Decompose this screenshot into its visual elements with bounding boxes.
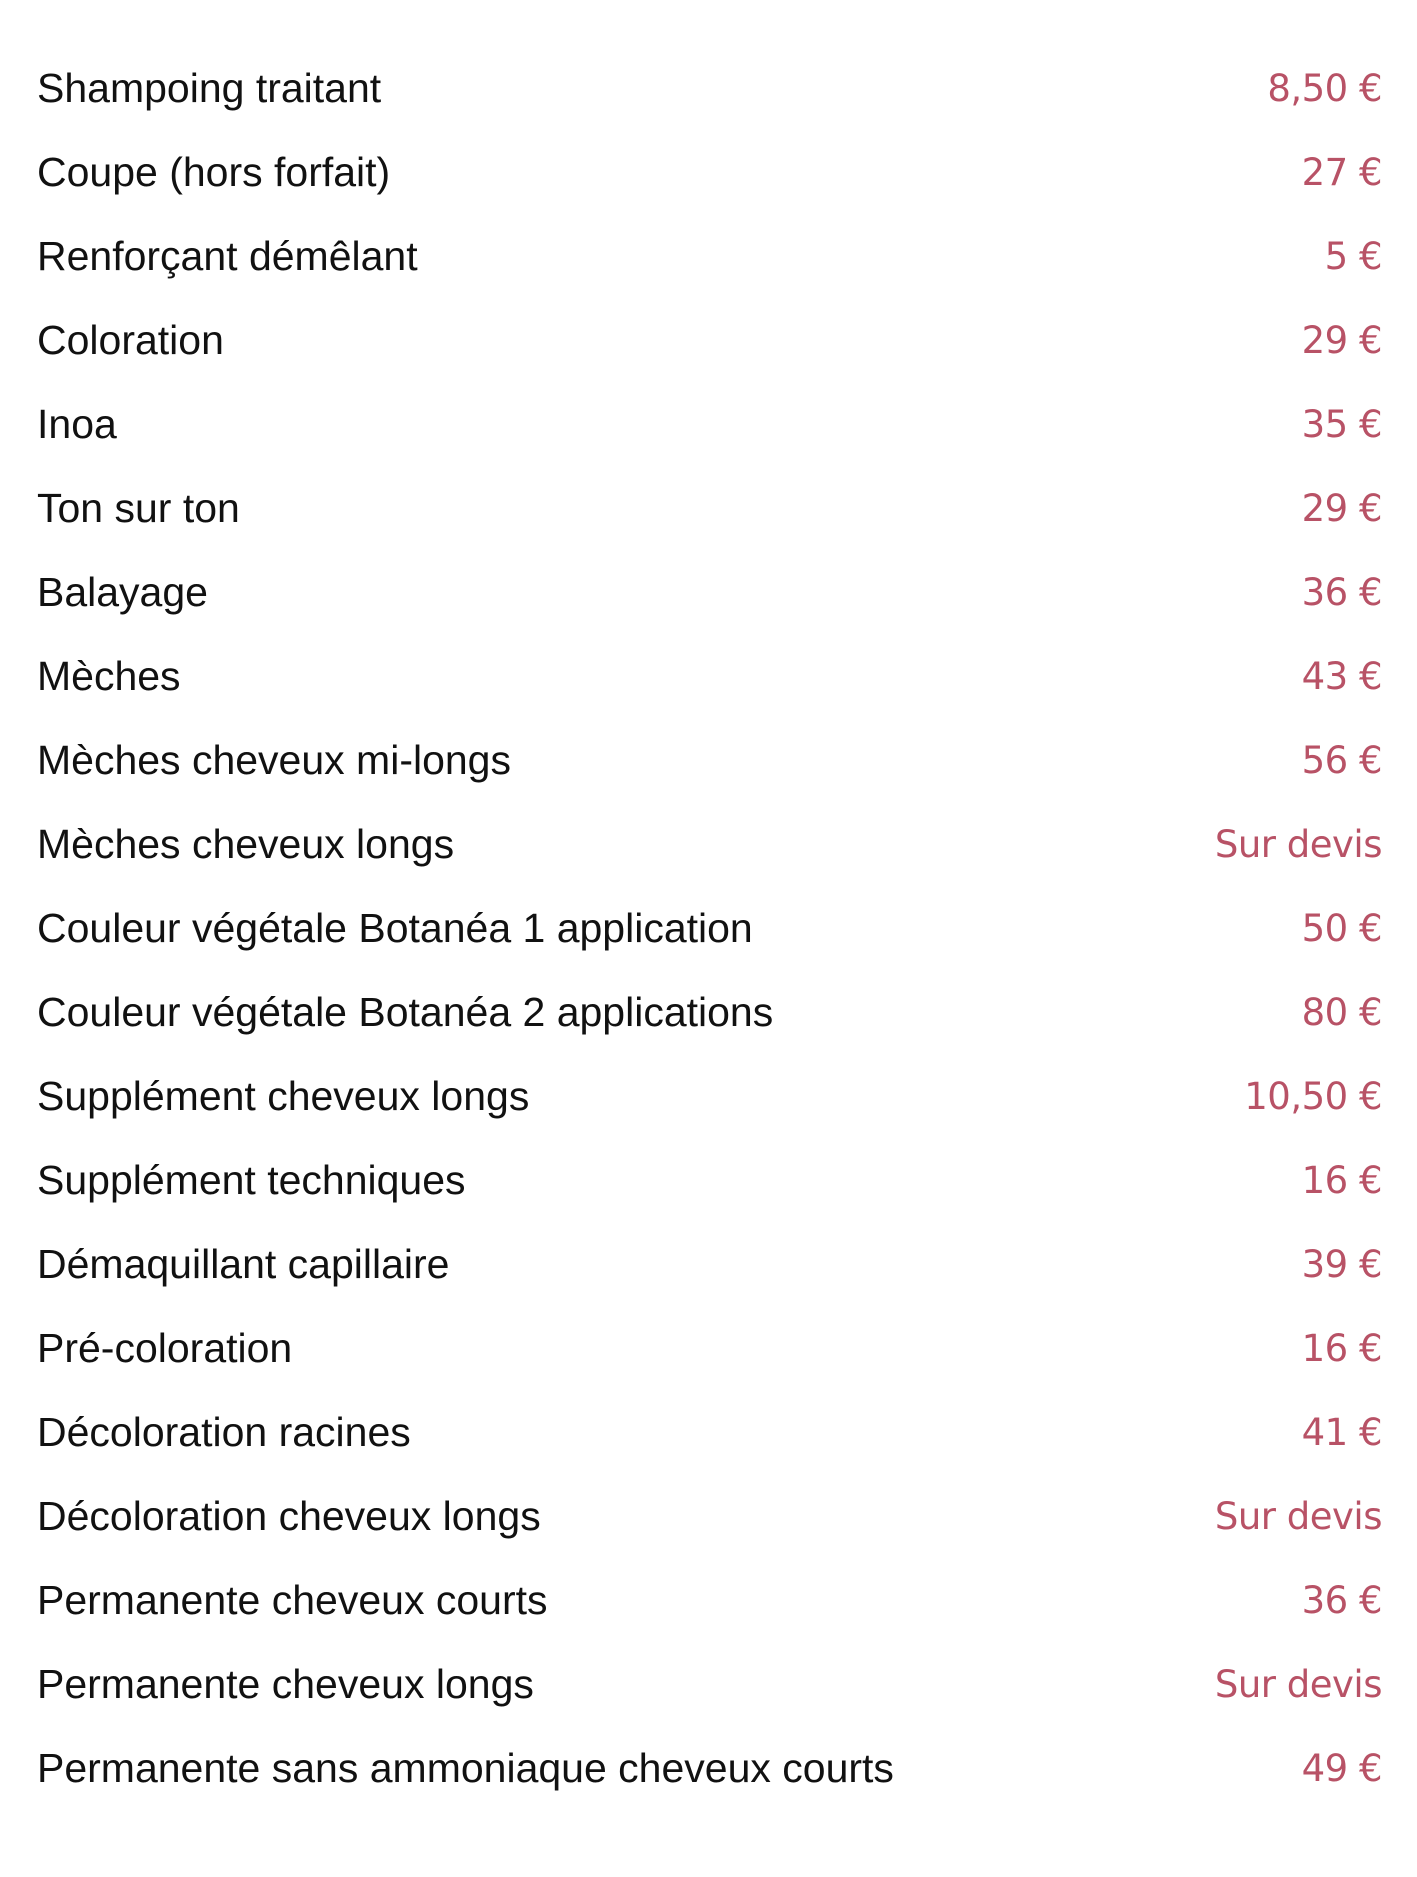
service-name: Balayage [37, 568, 208, 615]
service-price: 80 € [1301, 990, 1382, 1034]
service-name: Ton sur ton [37, 484, 240, 531]
service-name: Renforçant démêlant [37, 232, 418, 279]
service-price: 5 € [1324, 234, 1382, 278]
list-item [37, 1306, 1382, 1390]
service-price: Sur devis [1214, 1494, 1382, 1538]
list-item [37, 550, 1382, 634]
list-item [37, 1642, 1382, 1726]
list-item [37, 1222, 1382, 1306]
list-item [37, 298, 1382, 382]
list-item [37, 46, 1382, 130]
price-list [37, 46, 1382, 1810]
service-name: Pré-coloration [37, 1324, 293, 1371]
list-item [37, 466, 1382, 550]
service-name: Mèches cheveux mi-longs [37, 736, 511, 783]
service-price: 16 € [1301, 1326, 1382, 1370]
service-price: 35 € [1301, 402, 1382, 446]
service-name: Supplément cheveux longs [37, 1072, 530, 1119]
list-item [37, 1726, 1382, 1810]
service-name: Coupe (hors forfait) [37, 148, 391, 195]
service-name: Démaquillant capillaire [37, 1240, 450, 1287]
list-item [37, 1474, 1382, 1558]
service-price: 41 € [1301, 1410, 1382, 1454]
service-price: 36 € [1301, 1578, 1382, 1622]
list-item [37, 1558, 1382, 1642]
list-item [37, 886, 1382, 970]
service-price: 39 € [1301, 1242, 1382, 1286]
list-item [37, 718, 1382, 802]
list-item [37, 802, 1382, 886]
service-price: 29 € [1301, 486, 1382, 530]
service-price: Sur devis [1214, 822, 1382, 866]
list-item [37, 1138, 1382, 1222]
service-name: Coloration [37, 316, 224, 363]
list-item [37, 130, 1382, 214]
service-name: Supplément techniques [37, 1156, 466, 1203]
service-price: 43 € [1301, 654, 1382, 698]
service-name: Permanente cheveux longs [37, 1660, 534, 1707]
service-price: 27 € [1301, 150, 1382, 194]
service-price: 29 € [1301, 318, 1382, 362]
service-price: Sur devis [1214, 1662, 1382, 1706]
list-item [37, 1390, 1382, 1474]
service-price: 10,50 € [1244, 1074, 1382, 1118]
service-name: Couleur végétale Botanéa 1 application [37, 904, 753, 951]
service-name: Inoa [37, 400, 117, 447]
service-price: 8,50 € [1267, 66, 1382, 110]
service-price: 49 € [1301, 1746, 1382, 1790]
service-price: 50 € [1301, 906, 1382, 950]
service-price: 16 € [1301, 1158, 1382, 1202]
service-name: Mèches [37, 652, 181, 699]
service-name: Décoloration cheveux longs [37, 1492, 541, 1539]
list-item [37, 634, 1382, 718]
service-price: 36 € [1301, 570, 1382, 614]
service-name: Permanente sans ammoniaque cheveux courts [37, 1744, 894, 1791]
service-name: Mèches cheveux longs [37, 820, 455, 867]
service-price: 56 € [1301, 738, 1382, 782]
service-name: Shampoing traitant [37, 64, 382, 111]
service-name: Couleur végétale Botanéa 2 applications [37, 988, 774, 1035]
service-name: Permanente cheveux courts [37, 1576, 548, 1623]
list-item [37, 970, 1382, 1054]
service-name: Décoloration racines [37, 1408, 411, 1455]
list-item [37, 382, 1382, 466]
list-item [37, 214, 1382, 298]
list-item [37, 1054, 1382, 1138]
